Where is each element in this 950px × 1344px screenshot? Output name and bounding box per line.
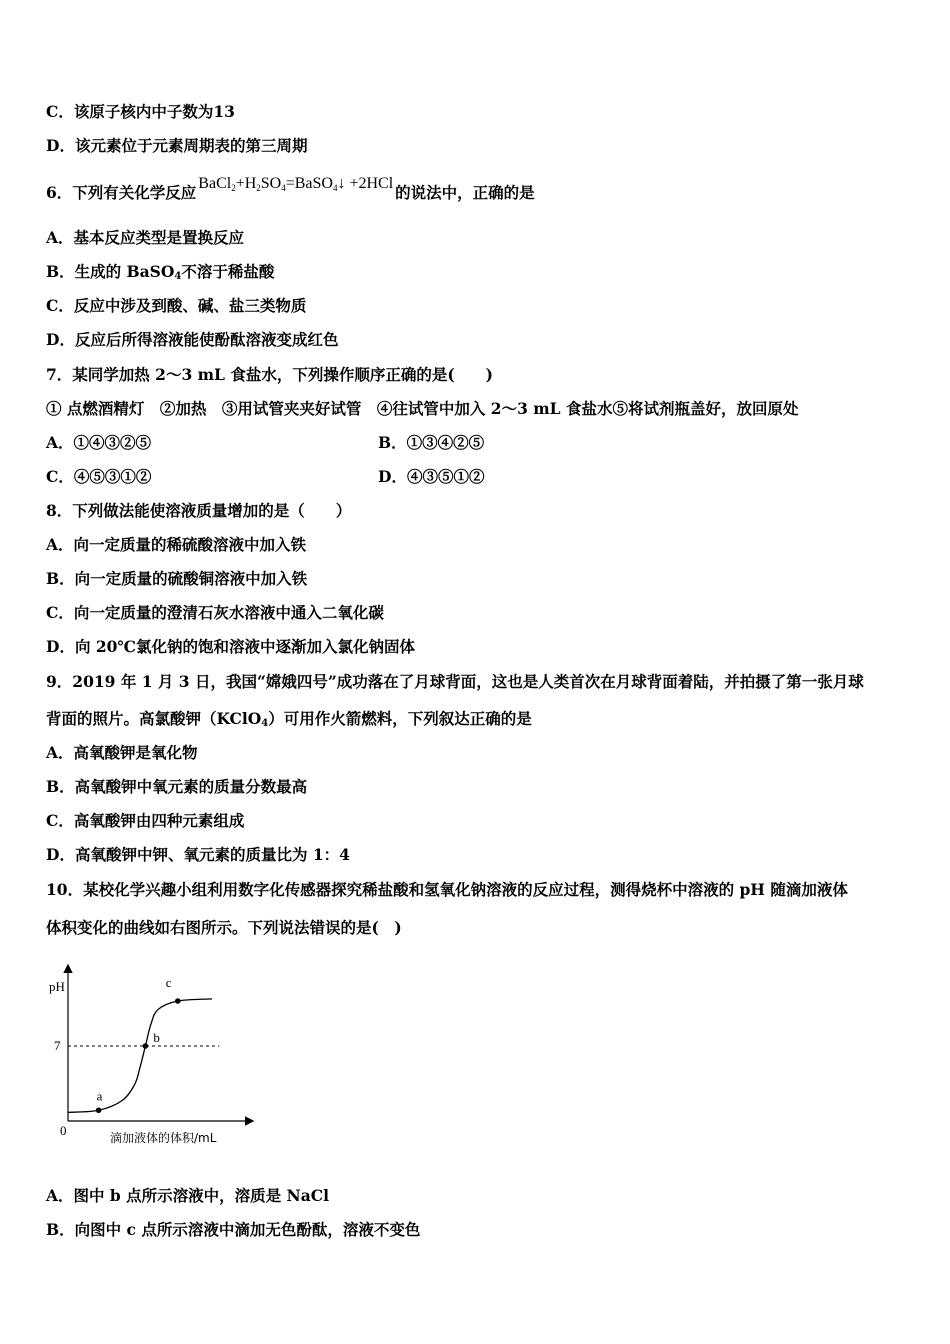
question-8-option-b: B．向一定质量的硫酸铜溶液中加入铁: [46, 569, 308, 588]
reaction-equation: [198, 175, 393, 192]
question-6-option-b-sub: 4: [174, 271, 182, 282]
formula-part-5: ↓ +2HCl: [337, 175, 394, 192]
question-5-option-c: C．该原子核内中子数为13: [46, 102, 235, 121]
question-8-option-c: C．向一定质量的澄清石灰水溶液中通入二氧化碳: [46, 603, 384, 622]
question-6-stem: [46, 175, 535, 208]
formula-part-1: BaCl: [198, 175, 232, 192]
question-9-line-2-suffix: ）可用作火箭燃料，下列叙达正确的是: [268, 709, 532, 728]
question-5-option-d: D．该元素位于元素周期表的第三周期: [46, 136, 308, 155]
formula-part-2: +H: [235, 175, 257, 192]
point-label-c: c: [165, 975, 172, 990]
question-7-option-d: D．④③⑤①②: [378, 467, 485, 486]
question-9-option-a: A．高氧酸钾是氧化物: [46, 743, 198, 762]
ph-curve: [68, 999, 212, 1113]
question-7-option-a: A．①④③②⑤: [46, 433, 152, 452]
ph-7-tick-label: 7: [54, 1038, 61, 1053]
question-6-option-a: A．基本反应类型是置换反应: [46, 228, 245, 247]
question-9-line-2-prefix: 背面的照片。高氯酸钾（KClO: [46, 709, 262, 728]
question-10-stem-line-1: 10．某校化学兴趣小组利用数字化传感器探究稀盐酸和氢氧化钠溶液的反应过程，测得烧杯中溶液的 pH 随滴加液体: [46, 880, 848, 899]
ph-titration-chart: [40, 958, 270, 1150]
point-label-a: a: [96, 1088, 103, 1104]
question-9-stem-line-1: 9．2019 年 1 月 3 日，我国“嫦娥四号”成功落在了月球背面，这也是人类首次在月球背面着陆，并拍摄了第一张月球: [46, 672, 864, 691]
point-b: [143, 1043, 149, 1049]
question-6-option-b-suffix: 不溶于稀盐酸: [181, 262, 275, 281]
question-7-steps: ① 点燃酒精灯 ②加热 ③用试管夹夹好试管 ④往试管中加入 2～3 mL 食盐水⑤将试剂瓶盖好，放回原处: [46, 399, 799, 418]
question-6-option-b: [46, 262, 274, 287]
formula-sub-2: 2: [256, 183, 261, 193]
question-9-option-d: D．高氧酸钾中钾、氧元素的质量比为 1：4: [46, 845, 350, 864]
formula-sub-3: 4: [281, 183, 286, 193]
formula-sub-4: 4: [332, 183, 338, 193]
question-7-option-b: B．①③④②⑤: [378, 433, 485, 452]
question-8-stem: 8．下列做法能使溶液质量增加的是（ ）: [46, 501, 352, 520]
point-label-b: b: [153, 1030, 160, 1045]
x-axis-label: 滴加液体的体积/mL: [110, 1131, 217, 1145]
question-9-line-2-sub: 4: [261, 718, 269, 729]
formula-part-3: SO: [260, 175, 282, 192]
question-9-stem-line-2: [46, 709, 532, 734]
question-6-option-d: D．反应后所得溶液能使酚酞溶液变成红色: [46, 330, 339, 349]
question-10-option-b: B．向图中 c 点所示溶液中滴加无色酚酞，溶液不变色: [46, 1220, 421, 1239]
question-8-option-a: A．向一定质量的稀硫酸溶液中加入铁: [46, 535, 307, 554]
question-6-stem-prefix: 6．下列有关化学反应: [46, 183, 197, 202]
question-10-stem-line-2: 体积变化的曲线如右图所示。下列说法错误的是( ): [46, 918, 402, 937]
point-a: [96, 1107, 102, 1113]
question-8-option-d: D．向 20℃氯化钠的饱和溶液中逐渐加入氯化钠固体: [46, 637, 415, 656]
formula-part-4: =BaSO: [285, 175, 333, 192]
origin-label: 0: [60, 1123, 67, 1138]
question-10-option-a: A．图中 b 点所示溶液中，溶质是 NaCl: [46, 1186, 329, 1205]
point-c: [175, 998, 181, 1004]
question-6-option-c: C．反应中涉及到酸、碱、盐三类物质: [46, 296, 307, 315]
y-axis-label: pH: [49, 979, 65, 994]
question-7-option-c: C．④⑤③①②: [46, 467, 152, 486]
question-9-option-b: B．高氧酸钾中氧元素的质量分数最高: [46, 777, 308, 796]
formula-sub-1: 2: [231, 183, 236, 193]
question-9-option-c: C．高氧酸钾由四种元素组成: [46, 811, 245, 830]
question-6-option-b-prefix: B．生成的 BaSO: [46, 262, 175, 281]
question-7-stem: 7．某同学加热 2～3 mL 食盐水，下列操作顺序正确的是( ): [46, 365, 494, 384]
question-6-stem-suffix: 的说法中，正确的是: [395, 183, 535, 202]
